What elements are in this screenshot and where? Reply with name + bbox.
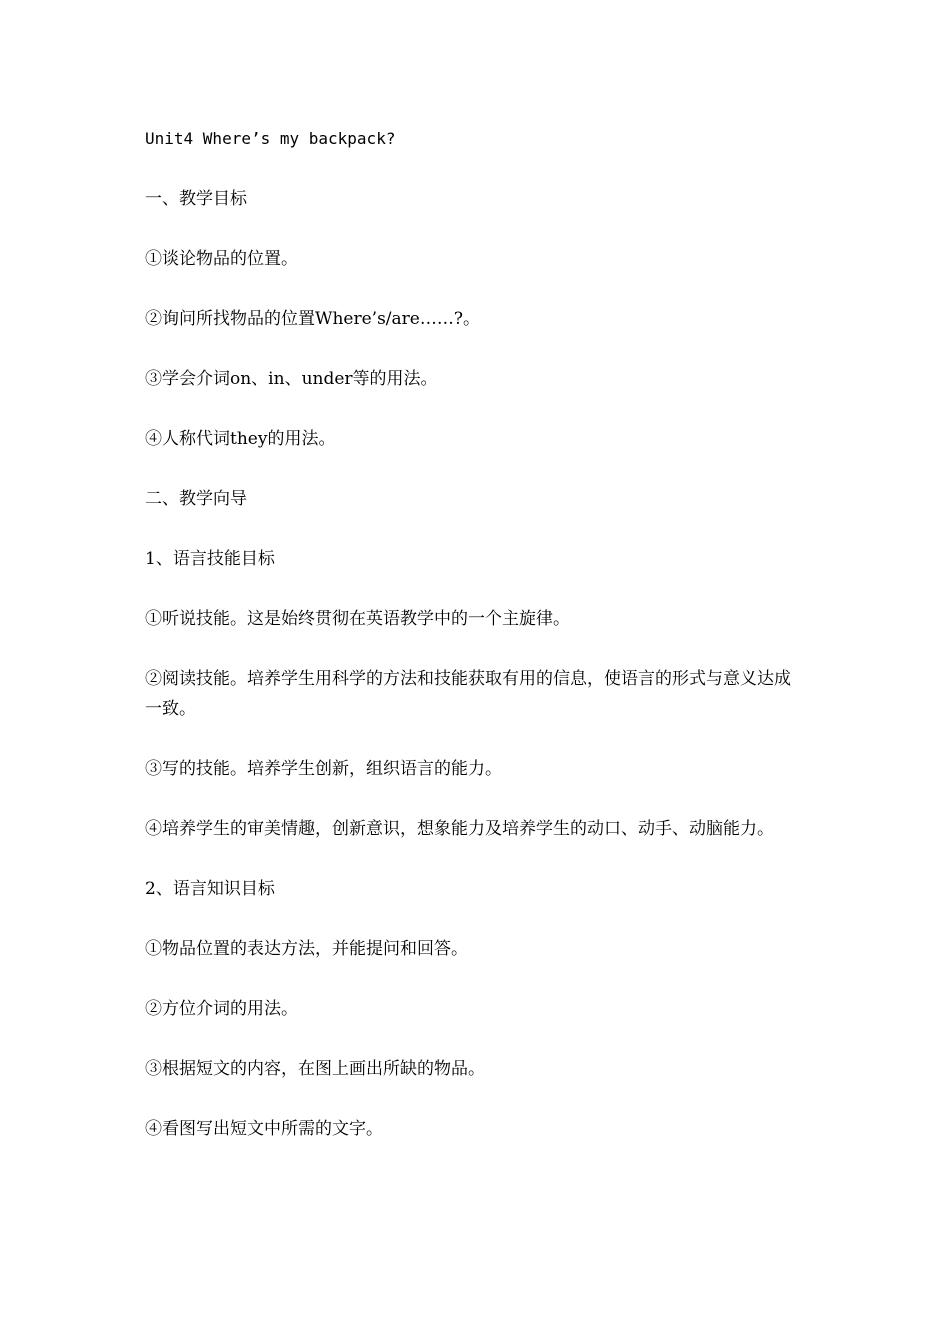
goal-item-2: ②询问所找物品的位置Where’s/are……?。	[145, 309, 480, 329]
skill-item-1: ①听说技能。这是始终贯彻在英语教学中的一个主旋律。	[145, 609, 570, 629]
section-heading-teaching-goals: 一、教学目标	[145, 189, 247, 209]
document-body	[145, 124, 805, 1174]
knowledge-item-3: ③根据短文的内容，在图上画出所缺的物品。	[145, 1059, 485, 1079]
skill-item-3: ③写的技能。培养学生创新，组织语言的能力。	[145, 759, 502, 779]
knowledge-item-4: ④看图写出短文中所需的文字。	[145, 1119, 383, 1139]
goal-item-4: ④人称代词they的用法。	[145, 429, 336, 449]
document-title: Unit4 Where’s my backpack?	[145, 129, 396, 148]
section-heading-teaching-guide: 二、教学向导	[145, 489, 247, 509]
knowledge-item-1: ①物品位置的表达方法，并能提问和回答。	[145, 939, 468, 959]
goal-item-3: ③学会介词on、in、under等的用法。	[145, 369, 438, 389]
goal-item-1: ①谈论物品的位置。	[145, 249, 298, 269]
skill-item-2: ②阅读技能。培养学生用科学的方法和技能获取有用的信息，使语言的形式与意义达成一致。	[145, 669, 791, 719]
skill-item-4: ④培养学生的审美情趣，创新意识，想象能力及培养学生的动口、动手、动脑能力。	[145, 819, 774, 839]
subheading-language-knowledge: 2、语言知识目标	[145, 879, 275, 899]
knowledge-item-2: ②方位介词的用法。	[145, 999, 298, 1019]
subheading-language-skills: 1、语言技能目标	[145, 549, 275, 569]
